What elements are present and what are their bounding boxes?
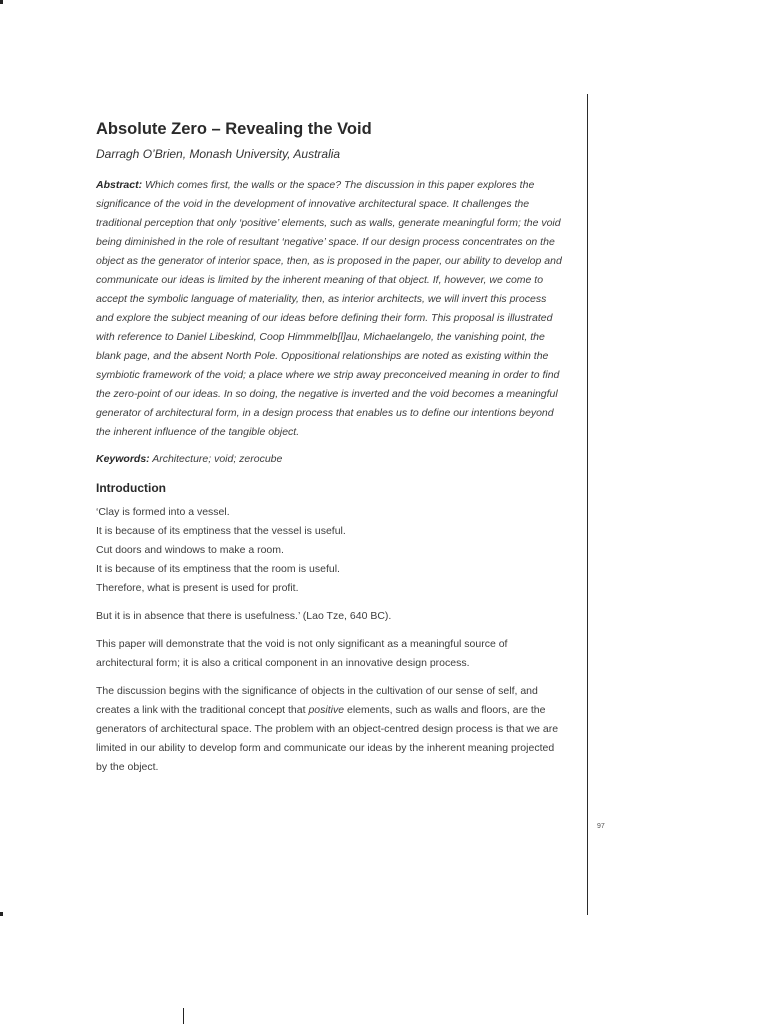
- abstract-label: Abstract:: [96, 179, 143, 191]
- verse-line: It is because of its emptiness that the vessel is useful.: [96, 525, 346, 537]
- author-line: Darragh O’Brien, Monash University, Australia: [96, 147, 341, 161]
- abstract: [96, 176, 566, 442]
- verse-line: Cut doors and windows to make a room.: [96, 544, 284, 556]
- verse-line: Therefore, what is present is used for profit.: [96, 582, 299, 594]
- crop-mark-top-left: [0, 0, 3, 4]
- paragraph-1: This paper will demonstrate that the void is not only significant as a meaningful source of architectural form; it is also a critical component in an innovative design process.: [96, 638, 508, 669]
- keywords-label: Keywords:: [96, 453, 150, 465]
- paragraph-2-emphasis: positive: [308, 704, 345, 716]
- verse-line: It is because of its emptiness that the room is useful.: [96, 563, 340, 575]
- crop-mark-bottom: [183, 1008, 184, 1024]
- verse-closing: But it is in absence that there is usefulness.’ (Lao Tze, 640 BC).: [96, 610, 392, 622]
- article-body: [96, 118, 566, 777]
- paper-title: Absolute Zero – Revealing the Void: [96, 120, 372, 138]
- abstract-text: Which comes first, the walls or the space? The discussion in this paper explores the significance of the void in the development of innovative architectural space. It challenges the traditional perception that only ‘positive’ elements, such as walls, generate meaningful form; the void being diminished in the role of resultant ‘negative’ space. If our design process concentrates on the object as the generator of interior space, then, as is proposed in the paper, our ability to develop and communicate our ideas is limited by the inherent meaning of that object. If, however, we come to accept the symbolic language of materiality, then, as interior architects, we will invert this process and explore the subject meaning of our ideas before defining their form. This proposal is illustrated with reference to Daniel Libeskind, Coop Himmmelb[l]au, Michaelangelo, the vanishing point, the blank page, and the absent North Pole. Oppositional relationships are noted as existing within the symbiotic framework of the void; a place where we strip away preconceived meaning in order to find the zero-point of our ideas. In so doing, the negative is inverted and the void becomes a meaningful generator of architectural form, in a design process that enables us to define our intentions beyond the inherent influence of the tangible object.: [96, 179, 562, 438]
- crop-mark-middle-left: [0, 912, 3, 916]
- section-heading-introduction: Introduction: [96, 481, 166, 495]
- margin-rule: [587, 94, 588, 915]
- paragraph-2-part-b: elements, such as walls and floors, are the generators of architectural space. The problem with an object-centred design process is that we are limited in our ability to develop form and communicate our ideas by the inherent meaning projected by the object.: [96, 704, 559, 773]
- page-number: 97: [597, 823, 605, 830]
- paragraph-2: [96, 682, 566, 777]
- paragraph-2-part-a: The discussion begins with the significance of objects in the cultivation of our sense of self, and creates a link with the traditional concept that: [96, 685, 538, 716]
- verse-line: ‘Clay is formed into a vessel.: [96, 506, 230, 518]
- keywords: [96, 450, 566, 469]
- keywords-text: Architecture; void; zerocube: [152, 453, 283, 465]
- quoted-verse: [96, 503, 566, 598]
